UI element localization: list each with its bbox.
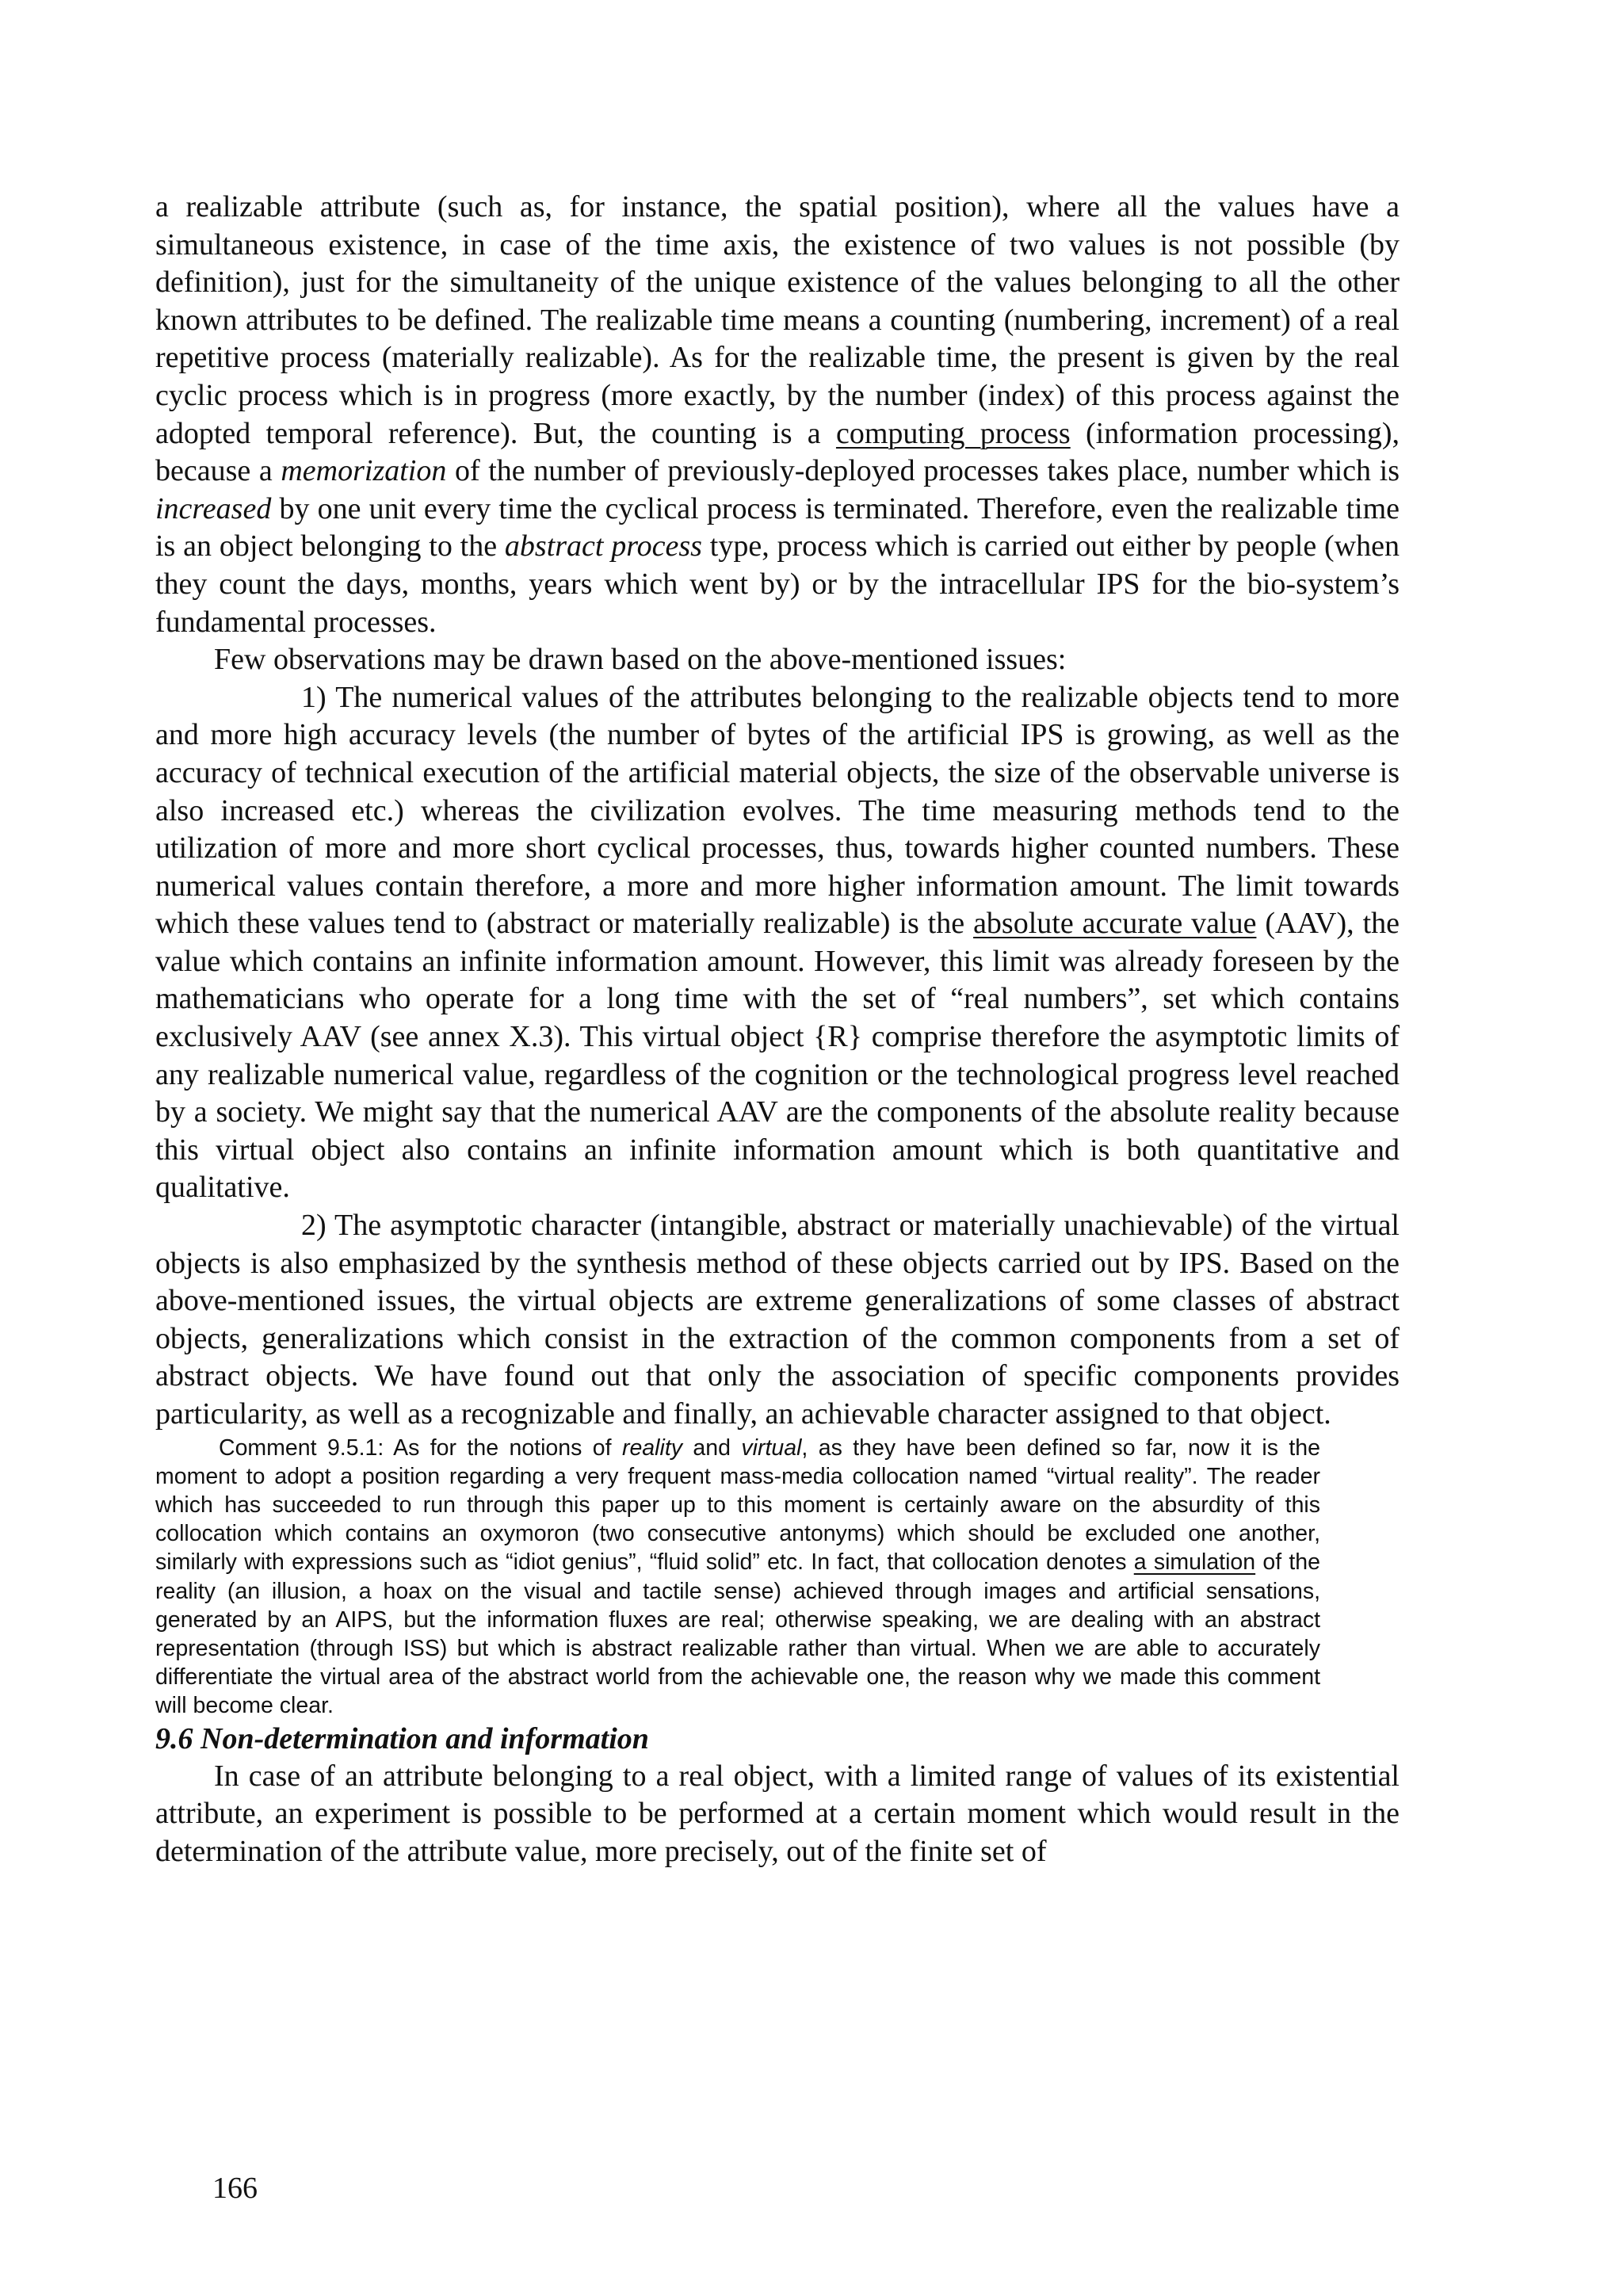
observation-item-1: 1) The numerical values of the attributes belonging to the realizable objects tend to more and more high accuracy levels (the number of bytes of the artificial IPS is growing, as well as the accuracy of technical execution of the artificial material objects, the size of the observable universe is also increased etc.) whereas the civilization evolves. The time measuring methods tend to the utilization of more and more short cyclical processes, thus, towards higher counted numbers. These numerical values contain therefore, a more and more higher information amount. The limit towards which these values tend to (abstract or materially realizable) is the absolute accurate value (AAV), the value which contains an infinite information amount. However, this limit was already foreseen by the mathematicians who operate for a long time with the set of “real numbers”, set which contains exclusively AAV (see annex X.3). This virtual object {R} comprise therefore the asymptotic limits of any realizable numerical value, regardless of the cognition or the technological progress level reached by a society. We might say that the numerical AAV are the components of the absolute reality because this virtual object also contains an infinite information amount which is both quantitative and qualitative.	[155, 680, 1400, 1205]
italic-memorization: memorization	[281, 454, 447, 488]
paragraph-realizable-time: a realizable attribute (such as, for instance, the spatial position), where all the values have a simultaneous existence, in case of the time axis, the existence of two values is not possible (by definition), just for the simultaneity of the unique existence of the values belonging to all the other known attributes to be defined. The realizable time means a counting (numbering, increment) of a real repetitive process (materially realizable). As for the realizable time, the present is given by the real cyclic process which is in progress (more exactly, by the number (index) of this process against the adopted temporal reference). But, the counting is a computing process (information processing), because a memorization of the number of previously-deployed processes takes place, number which is increased by one unit every time the cyclical process is terminated. Therefore, even the realizable time is an object belonging to the abstract process type, process which is carried out either by people (when they count the days, months, years which went by) or by the intracellular IPS for the bio-system’s fundamental processes.	[155, 190, 1400, 639]
page-number: 166	[212, 2172, 258, 2205]
underlined-a-simulation: a simulation	[1133, 1549, 1256, 1576]
page-body	[155, 189, 1400, 1870]
italic-increased: increased	[155, 491, 272, 525]
comment-9-5-1: Comment 9.5.1: As for the notions of reality and virtual, as they have been defined so far, now it is the moment to adopt a position regarding a very frequent mass-media collocation named “virtual reality”. The reader which has succeeded to run through this paper up to this moment is certainly aware on the absurdity of this collocation which contains an oxymoron (two consecutive antonyms) which should be excluded one another, similarly with expressions such as “idiot genius”, “fluid solid” etc. In fact, that collocation denotes a simulation of the reality (an illusion, a hoax on the visual and tactile sense) achieved through images and artificial sensations, generated by an AIPS, but the information fluxes are real; otherwise speaking, we are dealing with an abstract representation (through ISS) but which is abstract realizable rather than virtual. When we are able to accurately differentiate the virtual area of the abstract world from the achievable one, the reason why we made this comment will become clear.	[155, 1435, 1320, 1719]
underlined-absolute-accurate-value: absolute accurate value	[973, 907, 1257, 941]
section-heading: 9.6 Non-determination and information	[155, 1721, 649, 1755]
italic-virtual: virtual	[741, 1435, 802, 1461]
paragraph-observations-intro: Few observations may be drawn based on the above-mentioned issues:	[214, 643, 1067, 677]
underlined-computing-process: computing process	[835, 416, 1071, 450]
italic-reality: reality	[621, 1435, 682, 1461]
observation-item-2: 2) The asymptotic character (intangible, abstract or materially unachievable) of the virtual objects is also emphasized by the synthesis method of these objects carried out by IPS. Based on the above-mentioned issues, the virtual objects are extreme generalizations of some classes of abstract objects, generalizations which consist in the extraction of the common components from a set of abstract objects. We have found out that only the association of specific components provides particularity, as well as a recognizable and finally, an achievable character assigned to that object.	[155, 1209, 1400, 1431]
paragraph-non-determination: In case of an attribute belonging to a real object, with a limited range of values of its existential attribute, an experiment is possible to be performed at a certain moment which would result in the determination of the attribute value, more precisely, out of the finite set of	[155, 1759, 1400, 1868]
italic-abstract-process: abstract process	[504, 529, 702, 563]
